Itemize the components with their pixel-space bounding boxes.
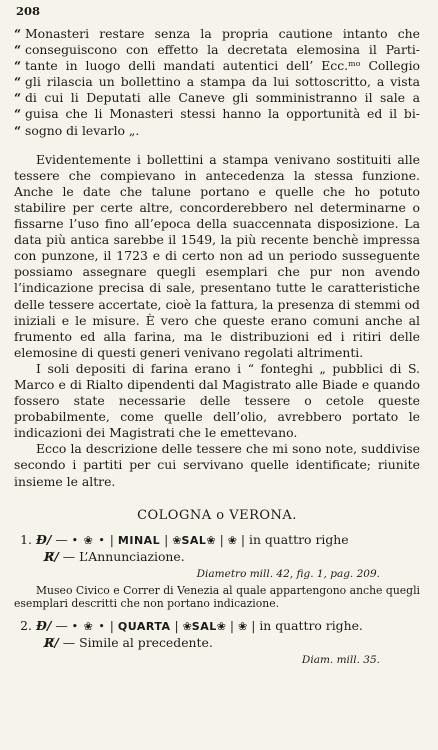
- quote-text: di cui li Deputati alle Caneve gli somministranno il sale a: [25, 90, 420, 106]
- rosette-icon: ❀: [182, 619, 192, 633]
- inscription-word: SAL: [181, 533, 207, 547]
- quote-line: [14, 90, 420, 106]
- quote-text: Monasteri restare senza la propria cautione intanto che: [25, 26, 420, 41]
- quote-line: [14, 106, 420, 122]
- quote-text: tante in luogo delli mandati autentici dell’ Ecc.ᵐᵒ Collegio: [25, 58, 420, 74]
- paragraph: Evidentemente i bollettini a stampa venivano sostituiti alle tessere che compievano in antecedenza la stessa funzione. Anche le date che talune portano e quelle che ho potuto stabilire per certe altre, concorderebbero nel determinarne o fissarne l’uso fino all’epoca della suaccennata disposizione. La data più antica sarebbe il 1549, la più recente benchè impressa con punzone, il 1723 e di certo non ad un periodo susseguente possiamo assegnare quegli esemplari che pur non avendo l’indicazione precisa di sale, presentano tutte le caratteristiche delle tessere accertate, cioè la fattura, la presenza di stemmi od iniziali e le misure. È vero che queste erano comuni anche al frumento ed alla farina, ma le distribuzioni ed i ritiri delle elemosine di questi generi venivano regolati altrimenti.: [14, 151, 420, 360]
- catalog-entry: [14, 618, 420, 668]
- rosette-icon: ❀: [216, 619, 226, 633]
- quote-mark: “: [14, 58, 22, 74]
- body-text: [14, 152, 420, 490]
- reverse-line: [14, 549, 420, 565]
- quote-mark: “: [14, 74, 22, 90]
- quote-text: guisa che li Monasteri stessi hanno la opportunità ed il bi-: [25, 106, 420, 122]
- ornament-group: • ❀ •: [71, 533, 106, 547]
- entry-number: 2.: [20, 617, 32, 633]
- inscription-word: QUARTA: [117, 619, 171, 633]
- dimensions: Diam. mill. 35.: [301, 653, 380, 666]
- paragraph: I soli depositi di farina erano i “ fonteghi „ pubblici di S. Marco e di Rialto dipendenti dal Magistrato alle Biade e quando fossero state necessarie delle tessere o cetole queste probabilmente, come quelle dell’olio, avrebbero portato le indicazioni dei Magistrati che le emettevano.: [14, 360, 420, 441]
- inscription-word: SAL: [191, 619, 217, 633]
- paragraph: Ecco la descrizione delle tessere che mi sono note, suddivise secondo i partiti per cui servivano quelle identificate; riunite insieme le altre.: [14, 441, 420, 489]
- quote-line: [14, 74, 420, 90]
- quote-line: [14, 58, 420, 74]
- inscription-word: MINAL: [117, 533, 161, 547]
- obverse-line: 1. Đ/ — • ❀ • | MINAL | ❀SAL❀ | ❀ | in quattro righe: [14, 532, 420, 549]
- reverse-line: [14, 635, 420, 651]
- reverse-sigil: R̸/: [44, 548, 59, 564]
- quote-text: sogno di levarlo „.: [25, 122, 140, 138]
- quote-mark: “: [14, 42, 22, 58]
- quote-mark: “: [14, 90, 22, 106]
- quote-mark: “: [14, 106, 22, 122]
- quoted-passage: [14, 26, 420, 139]
- reverse-description: — Simile al precedente.: [62, 634, 213, 650]
- reverse-description: — L’Annunciazione.: [62, 548, 185, 564]
- dash: —: [55, 531, 68, 547]
- obverse-description: in quattro righe.: [259, 617, 363, 633]
- quote-line: [14, 26, 420, 42]
- page-number: 208: [16, 4, 41, 18]
- obverse-description: in quattro righe: [248, 531, 349, 547]
- ornament-group: • ❀ •: [71, 619, 106, 633]
- dash: —: [55, 617, 68, 633]
- quote-text: conseguiscono con effetto la decretata elemosina il Parti-: [25, 42, 420, 58]
- reverse-sigil: R̸/: [44, 634, 59, 650]
- entry-number: 1.: [20, 531, 32, 547]
- quote-line: [14, 42, 420, 58]
- dimensions: Diametro mill. 42, fig. 1, pag. 209.: [196, 567, 380, 580]
- quote-line: [14, 123, 420, 139]
- obverse-sigil: Đ/: [36, 531, 52, 547]
- obverse-line: 2. Đ/ — • ❀ • | QUARTA | ❀SAL❀ | ❀ | in quattro righe.: [14, 618, 420, 635]
- quote-mark: “: [14, 122, 22, 138]
- quote-mark: “: [14, 26, 22, 41]
- rosette-icon: ❀: [238, 619, 248, 633]
- catalog-entry: [14, 532, 420, 611]
- rosette-icon: ❀: [227, 533, 237, 547]
- section-title: COLOGNA o VERONA.: [137, 507, 297, 523]
- museum-note: Museo Civico e Correr di Venezia al quale appartengono anche quegli esemplari descritti che non portano indicazione.: [14, 583, 420, 611]
- rosette-icon: ❀: [206, 533, 216, 547]
- quote-text: gli rilascia un bollettino a stampa da lui sottoscritto, a vista: [25, 74, 420, 90]
- rosette-icon: ❀: [172, 533, 182, 547]
- obverse-sigil: Đ/: [36, 617, 52, 633]
